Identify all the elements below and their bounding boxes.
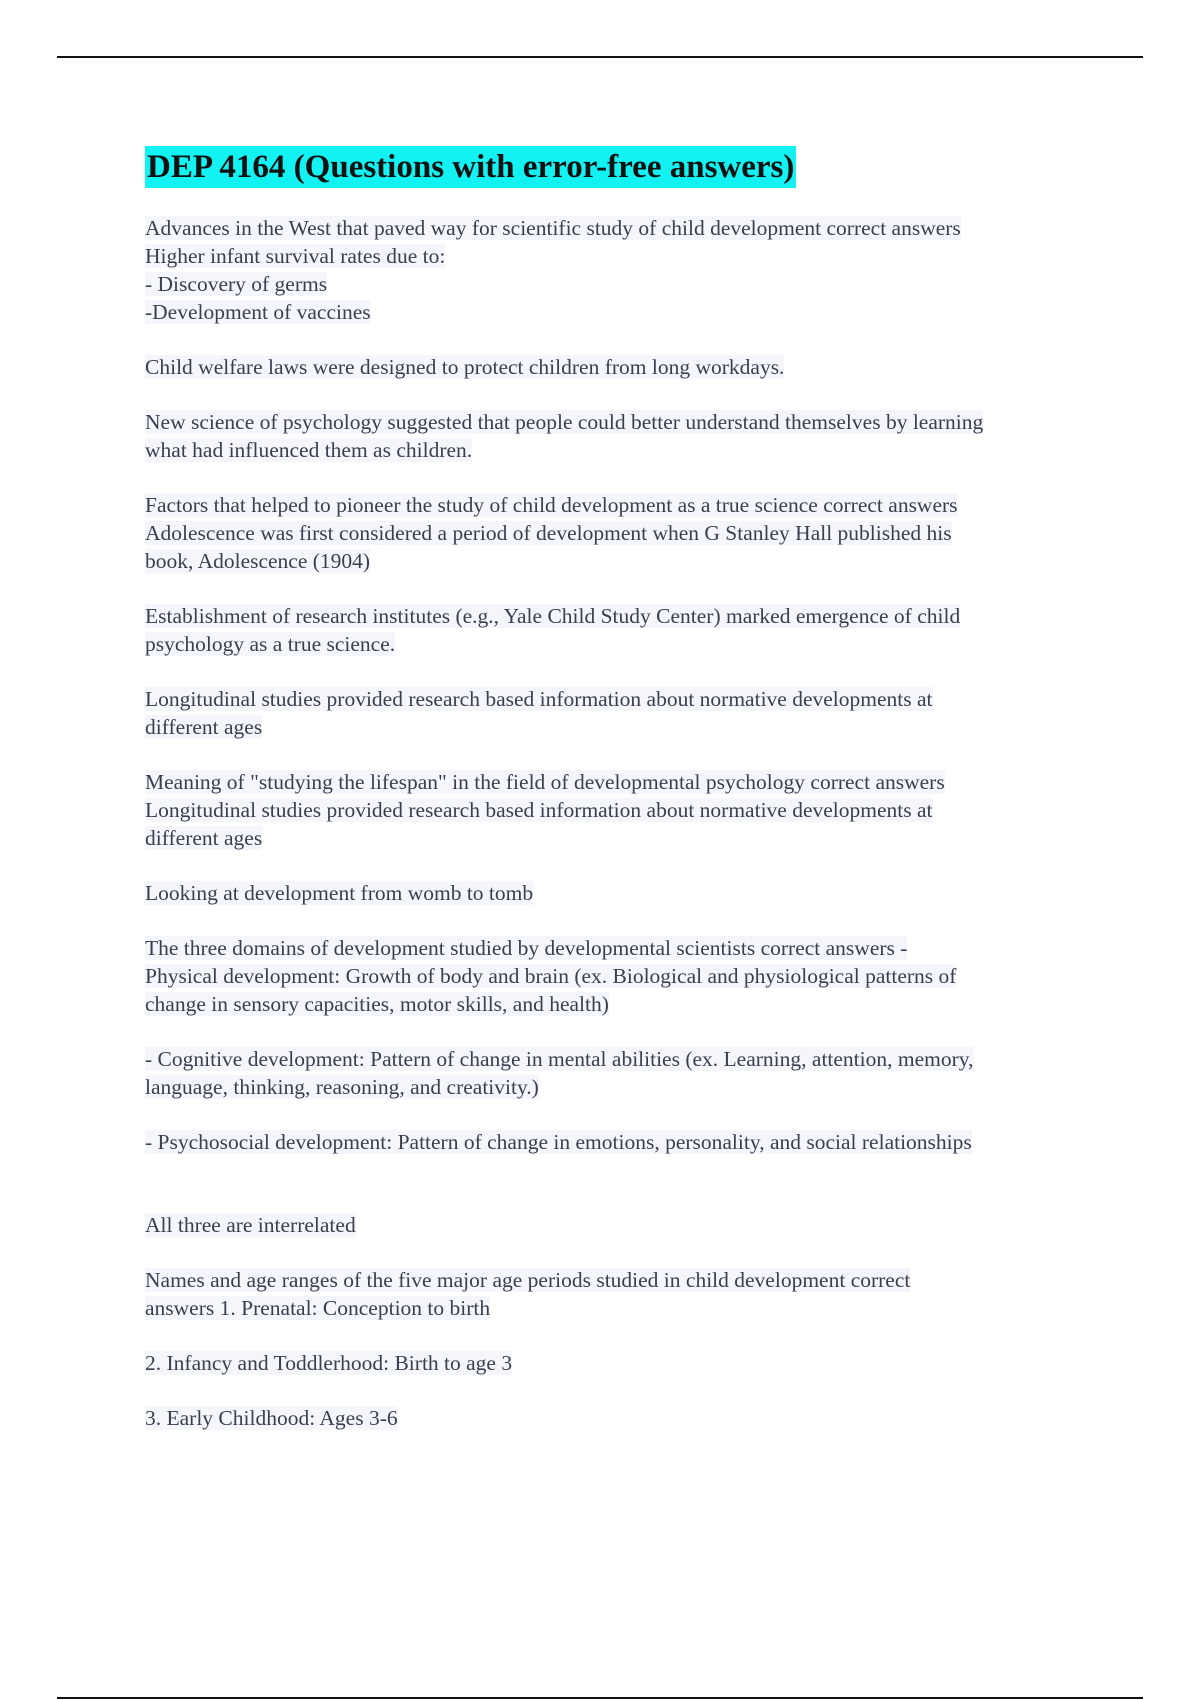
text-line: change in sensory capacities, motor skills, and health) xyxy=(145,992,609,1016)
paragraph-12 xyxy=(145,1211,1095,1239)
text-line: - Psychosocial development: Pattern of change in emotions, personality, and social relationships xyxy=(145,1130,972,1154)
document-body xyxy=(145,146,1095,1459)
paragraph-9 xyxy=(145,934,1095,1018)
paragraph-11 xyxy=(145,1128,1095,1156)
document-title: DEP 4164 (Questions with error-free answers) xyxy=(145,146,796,188)
text-line: Establishment of research institutes (e.g., Yale Child Study Center) marked emergence of child xyxy=(145,604,961,628)
bottom-rule xyxy=(57,1697,1143,1699)
text-line: different ages xyxy=(145,715,263,739)
text-line: Factors that helped to pioneer the study of child development as a true science correct answers xyxy=(145,493,958,517)
text-line: 3. Early Childhood: Ages 3-6 xyxy=(145,1406,398,1430)
text-line: All three are interrelated xyxy=(145,1213,356,1237)
text-line: what had influenced them as children. xyxy=(145,438,473,462)
text-line: -Development of vaccines xyxy=(145,300,371,324)
text-line: - Cognitive development: Pattern of change in mental abilities (ex. Learning, attention, memory, xyxy=(145,1047,974,1071)
text-line: Meaning of "studying the lifespan" in the field of developmental psychology correct answers xyxy=(145,770,945,794)
paragraph-list xyxy=(145,214,1095,1432)
text-line: different ages xyxy=(145,826,263,850)
text-line: Names and age ranges of the five major age periods studied in child development correct xyxy=(145,1268,911,1292)
text-line: Looking at development from womb to tomb xyxy=(145,881,534,905)
text-line: answers 1. Prenatal: Conception to birth xyxy=(145,1296,491,1320)
text-line: book, Adolescence (1904) xyxy=(145,549,371,573)
paragraph-3 xyxy=(145,408,1095,464)
text-line: Physical development: Growth of body and brain (ex. Biological and physiological patterns of xyxy=(145,964,957,988)
top-rule xyxy=(57,56,1143,58)
paragraph-13 xyxy=(145,1266,1095,1322)
paragraph-15 xyxy=(145,1404,1095,1432)
paragraph-7 xyxy=(145,768,1095,852)
paragraph-14 xyxy=(145,1349,1095,1377)
text-line: Adolescence was first considered a period of development when G Stanley Hall published his xyxy=(145,521,952,545)
paragraph-10 xyxy=(145,1045,1095,1101)
paragraph-1 xyxy=(145,214,1095,326)
text-line: New science of psychology suggested that people could better understand themselves by learning xyxy=(145,410,984,434)
text-line: Higher infant survival rates due to: xyxy=(145,244,446,268)
paragraph-8 xyxy=(145,879,1095,907)
text-line: psychology as a true science. xyxy=(145,632,396,656)
paragraph-2 xyxy=(145,353,1095,381)
text-line: Longitudinal studies provided research based information about normative developments at xyxy=(145,798,933,822)
paragraph-4 xyxy=(145,491,1095,575)
text-line: The three domains of development studied by developmental scientists correct answers - xyxy=(145,936,908,960)
text-line: language, thinking, reasoning, and creativity.) xyxy=(145,1075,539,1099)
paragraph-6 xyxy=(145,685,1095,741)
text-line: Child welfare laws were designed to protect children from long workdays. xyxy=(145,355,785,379)
text-line: Longitudinal studies provided research based information about normative developments at xyxy=(145,687,933,711)
text-line: - Discovery of germs xyxy=(145,272,328,296)
text-line: Advances in the West that paved way for scientific study of child development correct answers xyxy=(145,216,961,240)
text-line: 2. Infancy and Toddlerhood: Birth to age 3 xyxy=(145,1351,513,1375)
paragraph-5 xyxy=(145,602,1095,658)
